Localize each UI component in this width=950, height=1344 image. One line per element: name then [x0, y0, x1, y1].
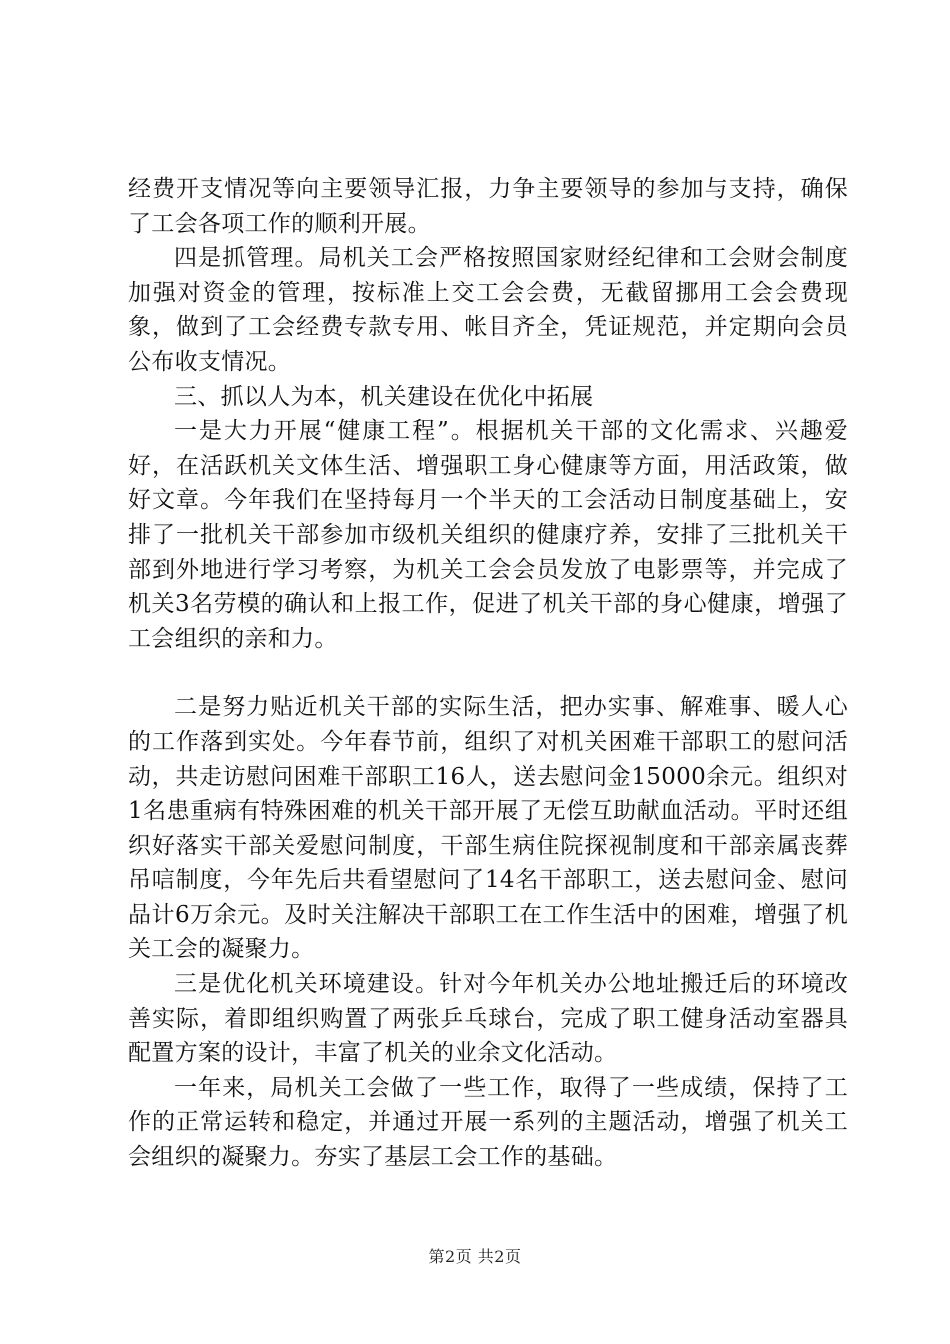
document-body [128, 172, 848, 1175]
paragraph-summary: 一年来，局机关工会做了一些工作，取得了一些成绩，保持了工作的正常运转和稳定，并通过开展一系列的主题活动，增强了机关工会组织的凝聚力。夯实了基层工会工作的基础。 [128, 1074, 848, 1171]
paragraph-management: 四是抓管理。局机关工会严格按照国家财经纪律和工会财会制度加强对资金的管理，按标准上交工会会费，无截留挪用工会会费现象，做到了工会经费专款专用、帐目齐全，凭证规范，并定期向会员公布收支情况。 [128, 245, 848, 375]
paragraph-health-project: 一是大力开展“健康工程”。根据机关干部的文化需求、兴趣爱好，在活跃机关文体生活、增强职工身心健康等方面，用活政策，做好文章。今年我们在坚持每月一个半天的工会活动日制度基础上，安排了一批机关干部参加市级机关组织的健康疗养，安排了三批机关干部到外地进行学习考察，为机关工会会员发放了电影票等，并完成了机关3名劳模的确认和上报工作，促进了机关干部的身心健康，增强了工会组织的亲和力。 [128, 418, 848, 652]
paragraph-environment: 三是优化机关环境建设。针对今年机关办公地址搬迁后的环境改善实际，着即组织购置了两张乒乓球台，完成了职工健身活动室器具配置方案的设计，丰富了机关的业余文化活动。 [128, 971, 848, 1067]
paragraph-real-life: 二是努力贴近机关干部的实际生活，把办实事、解难事、暖人心的工作落到实处。今年春节前，组织了对机关困难干部职工的慰问活动，共走访慰问困难干部职工16人，送去慰问金15000余元。组织对1名患重病有特殊困难的机关干部开展了无偿互助献血活动。平时还组织好落实干部关爱慰问制度，干部生病住院探视制度和干部亲属丧葬吊唁制度，今年先后共看望慰问了14名干部职工，送去慰问金、慰问品计6万余元。及时关注解决干部职工在工作生活中的困难，增强了机关工会的凝聚力。 [128, 694, 848, 963]
paragraph-continuation: 经费开支情况等向主要领导汇报，力争主要领导的参加与支持，确保了工会各项工作的顺利开展。 [128, 176, 848, 237]
page-number-footer: 第2页 共2页 [428, 1247, 522, 1266]
section-heading-three: 三、抓以人为本，机关建设在优化中拓展 [174, 383, 594, 410]
